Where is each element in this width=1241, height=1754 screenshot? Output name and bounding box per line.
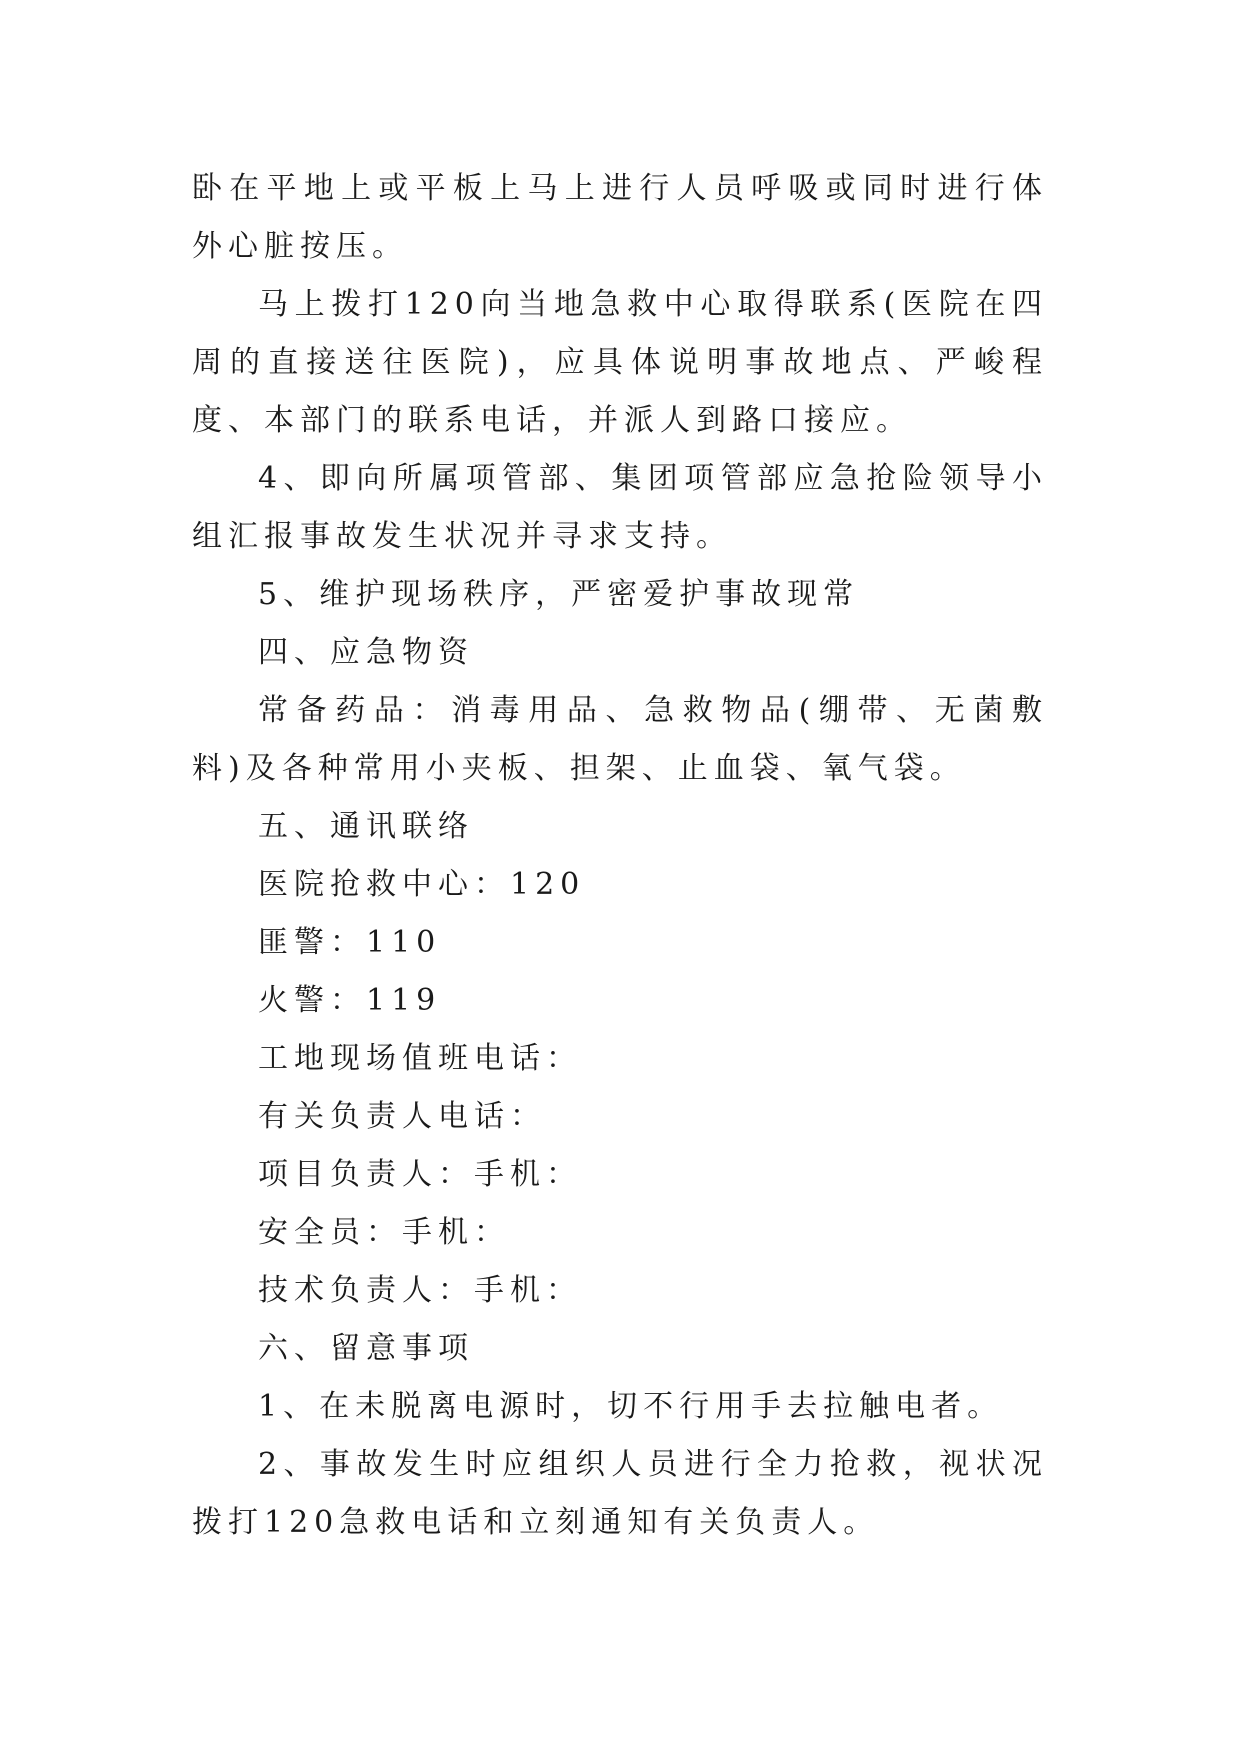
paragraph: 4、即向所属项管部、集团项管部应急抢险领导小组汇报事故发生状况并寻求支持。 <box>192 461 1048 554</box>
contact-line: 有关负责人电话： <box>258 1099 546 1134</box>
paragraph: 卧在平地上或平板上马上进行人员呼吸或同时进行体外心脏按压。 <box>192 171 1048 264</box>
section-heading: 四、应急物资 <box>258 635 474 670</box>
contact-line: 安全员：手机： <box>258 1215 510 1250</box>
paragraph: 5、维护现场秩序，严密爱护事故现常 <box>258 577 860 612</box>
contact-line: 技术负责人：手机： <box>258 1273 582 1308</box>
document-body <box>192 160 1048 1552</box>
section-heading: 六、留意事项 <box>258 1331 474 1366</box>
paragraph: 马上拨打120向当地急救中心取得联系(医院在四周的直接送往医院)，应具体说明事故地点、严峻程度、本部门的联系电话，并派人到路口接应。 <box>192 287 1048 438</box>
paragraph: 常备药品：消毒用品、急救物品(绷带、无菌敷料)及各种常用小夹板、担架、止血袋、氧气袋。 <box>192 693 1048 786</box>
contact-line: 火警：119 <box>258 983 442 1018</box>
contact-line: 项目负责人：手机： <box>258 1157 582 1192</box>
contact-line: 医院抢救中心：120 <box>258 867 586 902</box>
section-heading: 五、通讯联络 <box>258 809 474 844</box>
contact-line: 工地现场值班电话： <box>258 1041 582 1076</box>
paragraph: 1、在未脱离电源时，切不行用手去拉触电者。 <box>258 1389 1004 1424</box>
contact-line: 匪警：110 <box>258 925 442 960</box>
paragraph: 2、事故发生时应组织人员进行全力抢救，视状况拨打120急救电话和立刻通知有关负责人。 <box>192 1447 1048 1540</box>
